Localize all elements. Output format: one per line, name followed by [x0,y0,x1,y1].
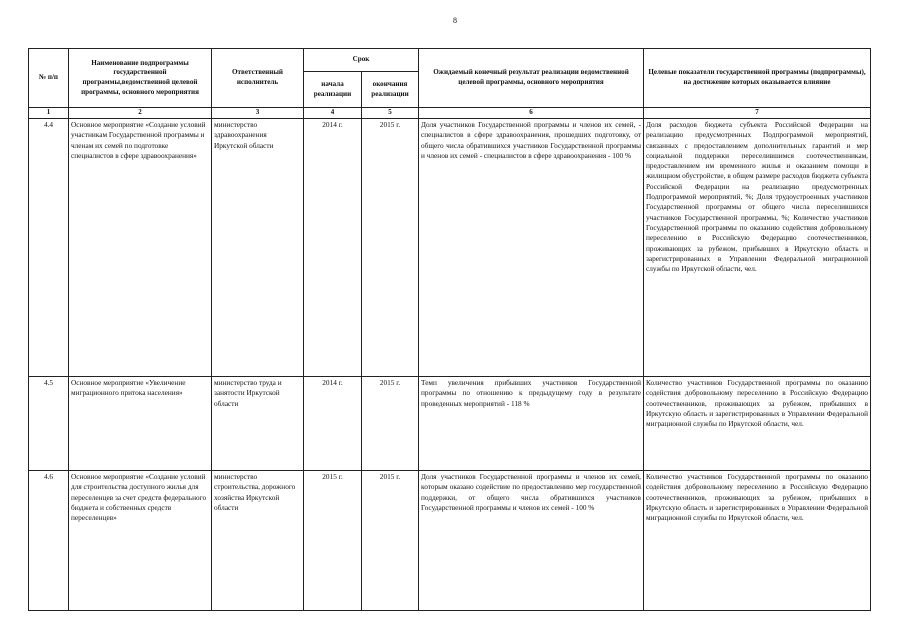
header-row-top [29,49,871,72]
row-executor: министерство строительства, дорожного хозяйства Иркутской области [212,471,304,611]
row-indicators: Количество участников Государственной программы по оказанию содействия добровольному переселению в Российскую Федерацию соотечественников, проживающих за рубежом, прибывших в Иркутскую область и зарегистрированных в Управлении Федеральной миграционной службы по Иркутской области, чел. [644,471,871,611]
row-num: 4.6 [29,471,69,611]
program-table [28,48,871,611]
header-name: Наименование подпрограммы государственной программы,ведомственной целевой программы, основного мероприятия [69,49,212,108]
row-start: 2014 г. [304,377,362,471]
header-indicators: Целевые показатели государственной программы (подпрограммы), на достижение которых оказывается влияние [644,49,871,108]
row-result: Доля участников Государственной программы и членов их семей, которым оказано содействие по предоставлению мер государственной поддержки, от общего числа обратившихся участников Государственной программы и членов их семей - 100 % [419,471,644,611]
row-end: 2015 г. [362,471,419,611]
col-number: 4 [304,108,362,119]
row-end: 2015 г. [362,119,419,377]
row-indicators: Количество участников Государственной программы по оказанию содействия добровольному переселению в Российскую Федерацию соотечественников, проживающих за рубежом, прибывших в Иркутскую область и зарегистрированных в Управлении Федеральной миграционной службы по Иркутской области, чел. [644,377,871,471]
col-number: 7 [644,108,871,119]
row-result: Темп увеличения прибывших участников Государственной программы по отношению к предыдущему году в результате проведенных мероприятий - 118 % [419,377,644,471]
col-number: 3 [212,108,304,119]
header-executor: Ответственный исполнитель [212,49,304,108]
table-row [29,471,871,611]
table-row [29,119,871,377]
row-name: Основное мероприятие «Увеличение миграционного притока населения» [69,377,212,471]
header-end: окончания реализации [362,72,419,108]
col-number: 1 [29,108,69,119]
row-result: Доля участников Государственной программы и членов их семей, - специалистов в сфере здравоохранения, прошедших подготовку, от общего числа обратившихся участников Государственной программы и членов их семей - специалистов в сфере здравоохранения - 100 % [419,119,644,377]
row-executor: министерство труда и занятости Иркутской области [212,377,304,471]
col-number: 2 [69,108,212,119]
row-end: 2015 г. [362,377,419,471]
col-number: 6 [419,108,644,119]
col-number: 5 [362,108,419,119]
row-num: 4.4 [29,119,69,377]
table-row [29,377,871,471]
row-executor: министерство здравоохранения Иркутской области [212,119,304,377]
row-indicators: Доля расходов бюджета субъекта Российской Федерации на реализацию предусмотренных Подпрограммой мероприятий, связанных с предоставлением дополнительных гарантий и мер социальной поддержки переселившимся соотечественникам, предоставлением им временного жилья и оказанием помощи в жилищном обустройстве, в общем размере расходов бюджета субъекта Российской Федерации на реализацию предусмотренных Подпрограммой мероприятий, %; Доля трудоустроенных участников Государственной программы от общего числа переселившихся участников Государственной программы, %; Количество участников Государственной программы по оказанию содействия добровольному переселению в Российскую Федерацию соотечественников, проживающих за рубежом, прибывших в Иркутскую область и зарегистрированных в Управлении Федеральной миграционной службы по Иркутской области, чел. [644,119,871,377]
column-numbers-row [29,108,871,119]
header-start: начала реализации [304,72,362,108]
page-number: 8 [453,16,457,25]
header-term: Срок [304,49,419,72]
row-name: Основное мероприятие «Создание условий для строительства доступного жилья для переселенцев за счет средств федерального бюджета и собственных средств переселенцев» [69,471,212,611]
row-start: 2015 г. [304,471,362,611]
row-start: 2014 г. [304,119,362,377]
header-result: Ожидаемый конечный результат реализации ведомственной целевой программы, основного мероприятия [419,49,644,108]
row-num: 4.5 [29,377,69,471]
header-num: № п/п [29,49,69,108]
row-name: Основное мероприятие «Создание условий участникам Государственной программы и членам их семей по подготовке специалистов в сфере здравоохранения» [69,119,212,377]
